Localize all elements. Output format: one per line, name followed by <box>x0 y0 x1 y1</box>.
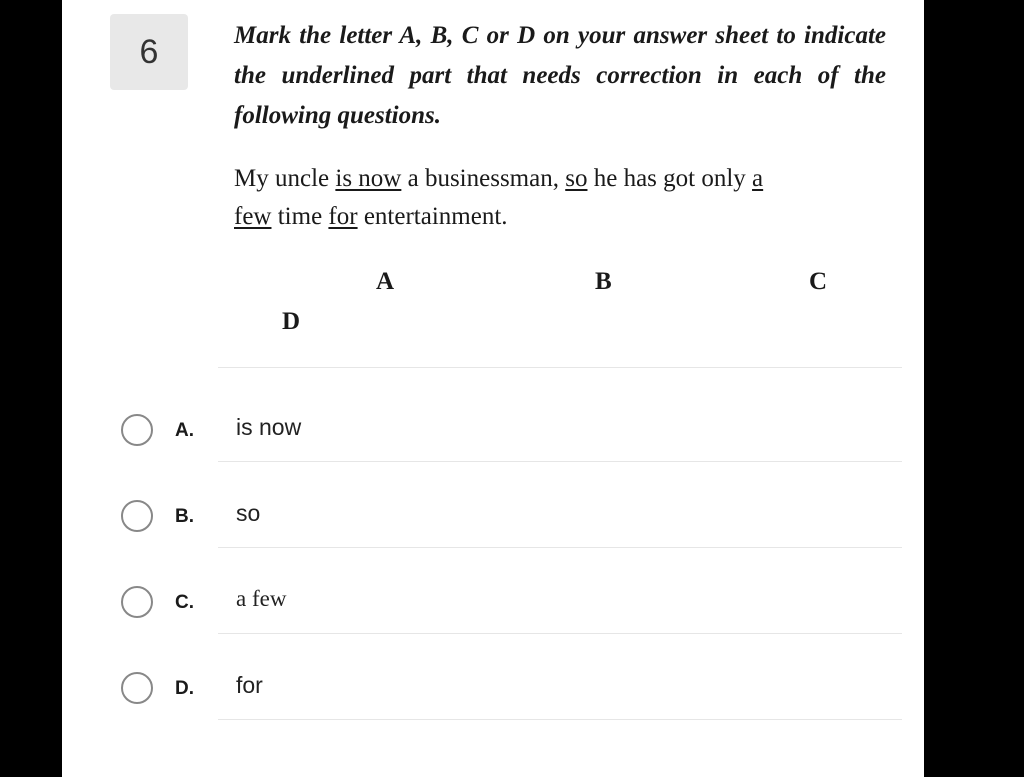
divider <box>218 547 902 548</box>
option-text: is now <box>236 414 302 440</box>
sentence-text: entertainment. <box>357 203 508 230</box>
underlined-part-b: so <box>565 165 588 192</box>
underlined-part-d: for <box>328 203 358 230</box>
divider <box>218 367 902 368</box>
option-letter: B. <box>175 506 194 527</box>
radio-button[interactable] <box>121 500 153 532</box>
marker-c: C <box>809 268 828 295</box>
option-text: so <box>236 500 261 526</box>
sentence-text: a businessman, <box>401 165 566 192</box>
divider <box>218 633 902 634</box>
option-letter: A. <box>175 420 194 441</box>
radio-button[interactable] <box>121 586 153 618</box>
option-letter: C. <box>175 592 194 613</box>
underlined-part-c-second: few <box>234 203 272 230</box>
underlined-part-a: is now <box>335 165 402 192</box>
sentence-text: he has got only <box>587 165 753 192</box>
option-text: for <box>236 672 263 698</box>
option-letter: D. <box>175 678 194 699</box>
marker-a: A <box>376 268 395 295</box>
sentence-text: time <box>271 203 329 230</box>
question-number: 6 <box>139 32 159 71</box>
divider <box>218 719 902 720</box>
question-number-badge <box>110 14 188 90</box>
marker-b: B <box>595 268 612 295</box>
radio-button[interactable] <box>121 414 153 446</box>
question-instruction: Mark the letter A, B, C or D on your answer sheet to indicate the underlined part that needs correction in each of the following questions. <box>234 22 886 129</box>
divider <box>218 461 902 462</box>
underlined-part-c-first: a <box>752 165 764 192</box>
question-sentence <box>234 160 834 236</box>
sentence-text: My uncle <box>234 165 336 192</box>
marker-d: D <box>282 308 301 335</box>
radio-button[interactable] <box>121 672 153 704</box>
option-text: a few <box>236 586 287 611</box>
